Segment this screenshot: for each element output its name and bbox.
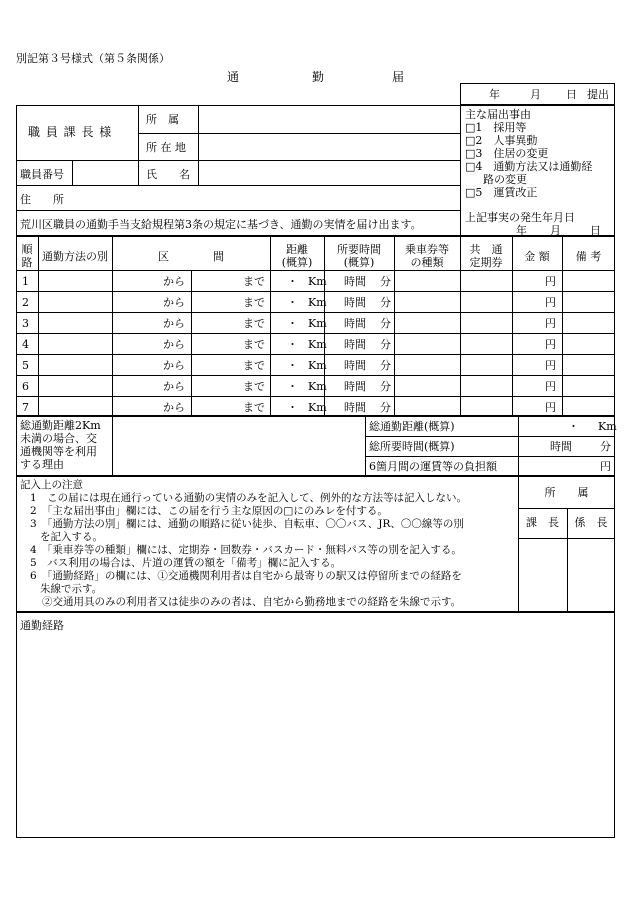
row-time-minute: 分 [380,359,391,372]
row-section-to-input[interactable] [192,355,242,374]
header-distance-2: (概算) [281,256,313,269]
row-amount-input[interactable] [513,313,543,332]
row-to: まで [243,401,265,414]
row-distance-unit: Km [308,338,327,351]
employee-no-label: 職員番号 [20,168,64,181]
row-section-from-input[interactable] [113,292,161,311]
affiliation-label: 所 属 [146,113,179,126]
row-amount-yen: 円 [545,401,556,414]
date-submit-label: 提出 [587,88,609,101]
location-input[interactable] [199,134,459,159]
six-month-yen: 円 [600,460,611,473]
reason-line-1: 総通勤距離2Km [20,419,101,432]
occurrence-month: 月 [550,224,561,237]
stamp-chief-box[interactable] [519,539,566,611]
row-method-input[interactable] [39,292,111,311]
row-remarks-input[interactable] [563,355,614,374]
header-pass-1: 共 通 [469,243,503,256]
row-from: から [163,359,185,372]
row-distance-unit: Km [308,317,327,330]
row-time-hour: 時間 [344,275,366,288]
occurrence-label: 上記事実の発生年月日 [465,211,575,224]
row-distance-unit: Km [308,380,327,393]
row-number: 3 [22,317,29,330]
row-section-to-input[interactable] [192,334,242,353]
row-ticket-input[interactable] [395,292,459,311]
declaration: 荒川区職員の通勤手当支給規程第3条の規定に基づき、通勤の実情を届け出ます。 [20,218,422,231]
date-day-label: 日 [566,88,577,101]
reason-input[interactable] [113,417,364,475]
row-time-hour: 時間 [344,359,366,372]
row-time-hour: 時間 [344,401,366,414]
note-3: 3 「通勤方法の別」欄には、通勤の順路に従い徒歩、自転車、〇〇バス、JR、〇〇線等の別 [30,518,464,530]
header-distance-1: 距離 [286,243,308,256]
row-amount-input[interactable] [513,271,543,290]
row-distance-dot: ・ [287,380,298,393]
row-section-from-input[interactable] [113,397,161,416]
row-section-from-input[interactable] [113,376,161,395]
row-amount-input[interactable] [513,355,543,374]
row-section-from-input[interactable] [113,313,161,332]
row-time-hour: 時間 [344,317,366,330]
row-time-hour: 時間 [344,338,366,351]
header-ticket-2: の種類 [410,256,444,269]
row-to: まで [243,275,265,288]
row-distance-unit: Km [308,275,327,288]
row-to: まで [243,338,265,351]
note-6-sub: ②交通用具のみの利用者又は徒歩のみの者は、自宅から勤務地までの経路を朱線で示す。 [42,596,462,608]
header-method: 通勤方法の別 [42,250,108,263]
row-section-to-input[interactable] [192,292,242,311]
route-map-section[interactable] [16,612,615,838]
stamp-affiliation: 所 属 [544,486,589,499]
row-to: まで [243,296,265,309]
row-number: 6 [22,380,29,393]
row-amount-input[interactable] [513,334,543,353]
header-ticket-1: 乗車券等 [405,243,449,256]
recipient: 職 員 課 長 様 [28,125,113,139]
notes-header: 記入上の注意 [20,479,83,491]
total-distance-dot: ・ [568,420,579,433]
row-ticket-input[interactable] [395,397,459,416]
row-number: 5 [22,359,29,372]
row-from: から [163,275,185,288]
row-method-input[interactable] [39,355,111,374]
reason-1[interactable]: □1 採用等 [465,121,527,134]
row-time-minute: 分 [380,275,391,288]
row-pass-input[interactable] [461,334,511,353]
date-month-label: 月 [530,88,541,101]
reason-4[interactable]: □4 通勤方法又は通勤経 [465,160,593,173]
row-time-hour: 時間 [344,380,366,393]
row-section-from-input[interactable] [113,271,161,290]
reason-line-4: する理由 [20,458,64,471]
row-to: まで [243,380,265,393]
reason-2[interactable]: □2 人事異動 [465,134,538,147]
total-time-minute: 分 [600,440,611,453]
reason-4-cont: 路の変更 [483,173,527,186]
form-number: 別記第３号様式（第５条関係） [16,52,170,65]
row-amount-yen: 円 [545,359,556,372]
row-number: 1 [22,275,29,288]
note-4: 4 「乗車券等の種類」欄には、定期券・回数券・バスカード・無料パス等の別を記入する。 [30,544,462,556]
row-time-minute: 分 [380,338,391,351]
location-label: 所 在 地 [146,141,186,154]
row-time-minute: 分 [380,296,391,309]
row-time-minute: 分 [380,401,391,414]
row-amount-input[interactable] [513,397,543,416]
address-input[interactable] [73,186,459,209]
row-amount-yen: 円 [545,296,556,309]
row-distance-dot: ・ [287,338,298,351]
stamp-chief: 課 長 [526,516,559,529]
row-method-input[interactable] [39,313,111,332]
reasons-header: 主な届出事由 [465,108,531,121]
header-time-2: (概算) [343,256,375,269]
row-pass-input[interactable] [461,397,511,416]
reason-line-2: 未満の場合、交 [20,432,97,445]
row-remarks-input[interactable] [563,313,614,332]
row-section-to-input[interactable] [192,313,242,332]
row-amount-input[interactable] [513,292,543,311]
row-method-input[interactable] [39,376,111,395]
row-from: から [163,338,185,351]
row-remarks-input[interactable] [563,397,614,416]
stamp-sub-box[interactable] [568,539,614,611]
row-to: まで [243,317,265,330]
row-section-from-input[interactable] [113,355,161,374]
row-time-hour: 時間 [344,296,366,309]
note-1: 1 この届には現在通行っている通勤の実情のみを記入して、例外的な方法等は記入しない。 [30,492,467,504]
row-method-input[interactable] [39,397,111,416]
row-method-input[interactable] [39,271,111,290]
row-to: まで [243,359,265,372]
row-ticket-input[interactable] [395,313,459,332]
row-pass-input[interactable] [461,292,511,311]
row-amount-input[interactable] [513,376,543,395]
header-pass-2: 定期券 [469,256,503,269]
occurrence-year: 年 [516,224,527,237]
date-year-label: 年 [489,88,500,101]
row-time-minute: 分 [380,317,391,330]
row-ticket-input[interactable] [395,271,459,290]
total-distance-label: 総通勤距離(概算) [369,420,455,433]
row-from: から [163,380,185,393]
note-6-cont: 朱線で示す。 [40,583,103,595]
row-distance-dot: ・ [287,359,298,372]
form-title-2: 勤 [312,70,325,84]
row-remarks-input[interactable] [563,334,614,353]
reason-3[interactable]: □3 住居の変更 [465,147,549,160]
form-title-1: 通 [227,70,240,84]
row-distance-dot: ・ [287,275,298,288]
note-5: 5 バス利用の場合は、片道の運賃の額を「備考」欄に記入する。 [30,557,342,569]
row-pass-input[interactable] [461,376,511,395]
note-6: 6 「通勤経路」の欄には、①交通機関利用者は自宅から最寄りの駅又は停留所までの経路を [30,570,462,582]
header-section: 区 間 [158,250,224,263]
row-from: から [163,317,185,330]
row-distance-unit: Km [308,359,327,372]
row-ticket-input[interactable] [395,376,459,395]
form-title-3: 届 [392,70,405,84]
header-seq-1: 順 [21,243,33,256]
header-amount: 金 額 [524,250,550,263]
employee-no-input[interactable] [73,161,137,184]
row-number: 7 [22,401,29,414]
row-remarks-input[interactable] [563,271,614,290]
note-3-cont: を記入する。 [40,531,103,543]
row-time-minute: 分 [380,380,391,393]
six-month-label: 6箇月間の運賃等の負担額 [369,460,497,473]
address-label: 住 所 [20,193,64,206]
row-amount-yen: 円 [545,338,556,351]
row-section-from-input[interactable] [113,334,161,353]
row-amount-yen: 円 [545,275,556,288]
name-input[interactable] [199,161,459,184]
total-distance-unit: Km [598,420,617,433]
route-map-label: 通勤経路 [20,619,64,632]
name-label: 氏 名 [146,168,190,181]
total-time-label: 総所要時間(概算) [369,440,455,453]
total-time-hour: 時間 [550,440,572,453]
header-remarks: 備 考 [575,250,602,263]
row-section-to-input[interactable] [192,397,242,416]
row-distance-dot: ・ [287,401,298,414]
stamp-sub: 係 長 [574,516,608,529]
row-from: から [163,401,185,414]
row-section-to-input[interactable] [192,271,242,290]
row-distance-unit: Km [308,401,327,414]
reason-line-3: 通機関等を利用 [20,445,97,458]
row-amount-yen: 円 [545,380,556,393]
row-number: 2 [22,296,29,309]
row-from: から [163,296,185,309]
row-pass-input[interactable] [461,271,511,290]
row-remarks-input[interactable] [563,376,614,395]
occurrence-day: 日 [590,224,601,237]
row-method-input[interactable] [39,334,111,353]
row-distance-dot: ・ [287,317,298,330]
affiliation-input[interactable] [199,106,459,132]
row-remarks-input[interactable] [563,292,614,311]
row-ticket-input[interactable] [395,334,459,353]
row-distance-dot: ・ [287,296,298,309]
reason-5[interactable]: □5 運賃改正 [465,186,538,199]
row-ticket-input[interactable] [395,355,459,374]
row-section-to-input[interactable] [192,376,242,395]
header-time-1: 所要時間 [337,243,381,256]
row-amount-yen: 円 [545,317,556,330]
row-pass-input[interactable] [461,355,511,374]
row-distance-unit: Km [308,296,327,309]
row-number: 4 [22,338,29,351]
row-pass-input[interactable] [461,313,511,332]
note-2: 2 「主な届出事由」欄には、この届を行う主な原因の□にのみレを付する。 [30,505,388,517]
header-seq-2: 路 [21,256,33,269]
